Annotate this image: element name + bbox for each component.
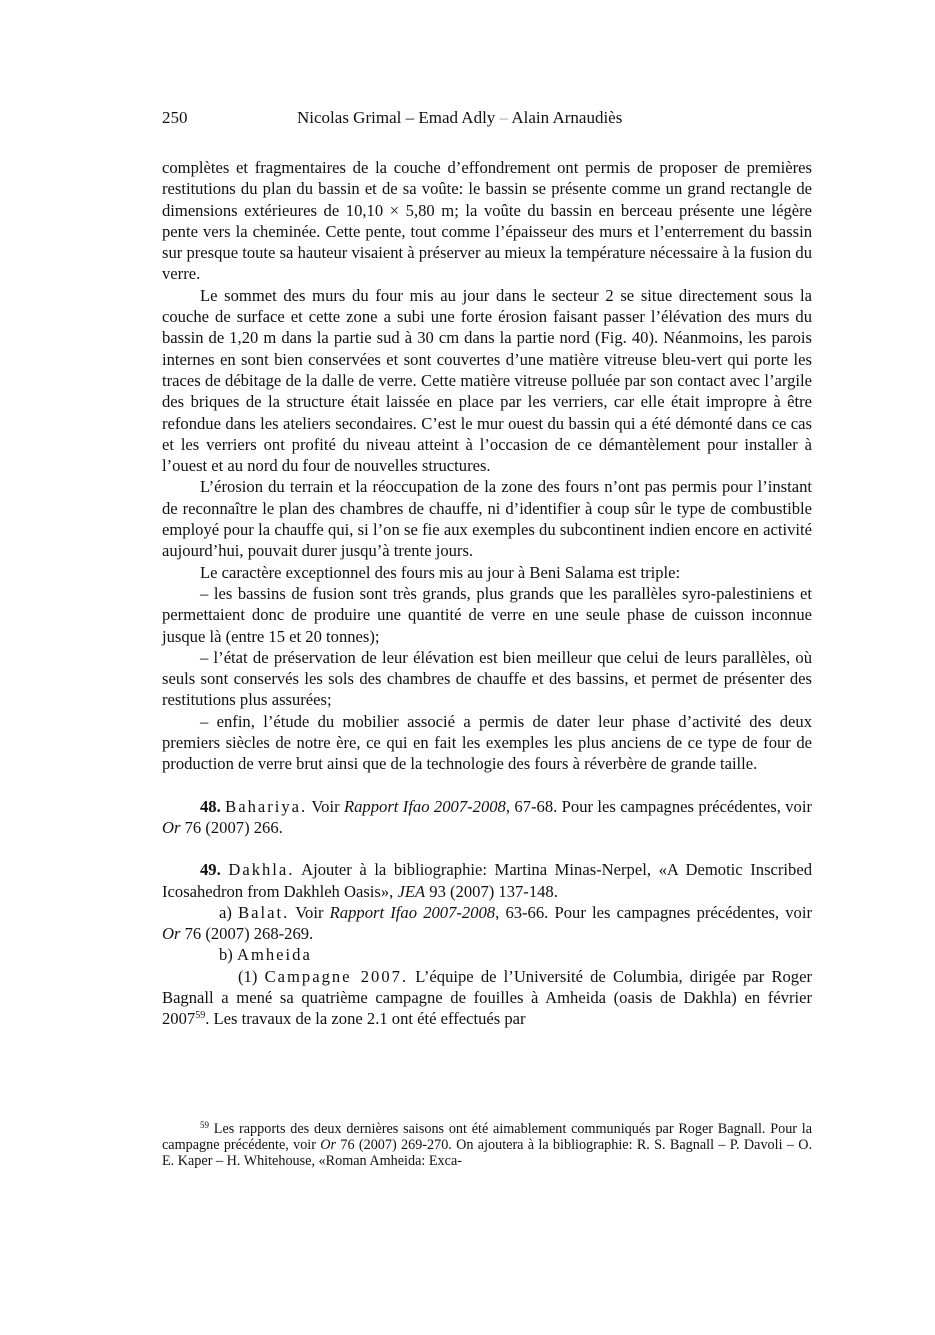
page-number: 250	[162, 108, 188, 127]
author-separator: –	[401, 108, 419, 127]
campaign-paragraph: (1) Campagne 2007. L’équipe de l’Université de Columbia, dirigée par Roger Bagnall a mené sa quatrième campagne de fouilles à Amheida (oasis de Dakhla) en février 2007$^{59}$. Les travaux de la zone 2.1 ont été effectués par	[162, 966, 812, 1029]
campaign-title: Campagne 2007.	[264, 966, 409, 986]
entry-number: 48.	[200, 796, 221, 816]
entry-number: 49.	[200, 860, 221, 880]
paragraph: Le caractère exceptionnel des fours mis au jour à Beni Salama est triple:	[200, 562, 681, 582]
reference-title: Rapport Ifao 2007-2008	[329, 902, 496, 922]
list-item: – les bassins de fusion sont très grands, plus grands que les parallèles syro-palestiniens et permettaient donc de produire une quantité de verre en une seule phase de cuisson inconnue jusque là (entre 15 et 20 tonnes);	[162, 583, 812, 646]
journal-name: Or	[162, 817, 181, 837]
author-name: Emad Adly	[418, 108, 496, 127]
site-name: Amheida	[236, 945, 312, 965]
author-separator: –	[495, 108, 512, 127]
paragraph: complètes et fragmentaires de la couche d’effondrement ont permis de proposer de premières restitutions du plan du bassin et de sa voûte: le bassin se présente comme un grand rectangle de dimensions extérieures de 10,10 × 5,80 m; la voûte du bassin en berceau présente une légère pente vers la cheminée. Cette pente, tout comme l’épaisseur des murs et l’enterrement du bassin sur presque toute sa hauteur visaient à préserver au mieux la température nécessaire à la fusion du verre.	[162, 158, 812, 284]
paragraph: Le sommet des murs du four mis au jour dans le secteur 2 se situe directement sous la couche de surface et cette zone a subi une forte érosion faisant passer l’élévation des murs du bassin de 1,20 m dans la partie sud à 30 cm dans la partie nord (Fig. 40). Néanmoins, les parois internes en sont bien conservées et sont couvertes d’une matière vitreuse bleu-vert qui porte les traces de débitage de la dalle de verre. Cette matière vitreuse polluée par son contact avec l’argile des briques de la structure était laissée en place par les verriers, car elle était impropre à être refondue dans les ateliers secondaires. C’est le mur ouest du bassin qui a été démonté dans ce cas et les verriers ont profité du niveau atteint à l’occasion de ce démantèlement pour installer à l’ouest et au nord du four de nouvelles structures.	[162, 285, 812, 476]
author-name: Alain Arnaudiès	[511, 108, 623, 127]
footnote	[162, 1121, 812, 1169]
site-name: Bahariya.	[225, 796, 308, 816]
author-name: Nicolas Grimal	[297, 108, 402, 127]
footnote-reference[interactable]: 59	[195, 1010, 206, 1022]
list-item: – l’état de préservation de leur élévation est bien meilleur que celui de leurs parallèles, où seuls sont conservés les sols des chambres de chauffe et des bassins, et permet de présenter des restitutions plus assurées;	[162, 647, 812, 710]
site-name: Dakhla.	[228, 860, 295, 880]
footnote-text: $^{59}$ Les rapports des deux dernières saisons ont été aimablement communiqués par Roger Bagnall. Pour la campagne précédente, voir Or 76 (2007) 269-270. On ajoutera à la bibliographie: R. S. Bagnall – P. Davoli – O. E. Kaper – H. Whitehouse, «Roman Amheida: Exca-	[162, 1120, 813, 1169]
journal-name: Or	[162, 924, 181, 944]
journal-name: Or	[320, 1137, 337, 1153]
running-title	[297, 106, 622, 130]
reference-title: Rapport Ifao 2007-2008	[344, 796, 506, 816]
main-text	[162, 157, 812, 1030]
journal-name: JEA	[397, 881, 426, 901]
entry-49: 49. Dakhla. Ajouter à la bibliographie: Martina Minas-Nerpel, «A Demotic Inscribed Icosahedron from Dakhleh Oasis», JEA 93 (2007) 137-148.	[162, 860, 812, 901]
paragraph: L’érosion du terrain et la réoccupation de la zone des fours n’ont pas permis pour l’instant de reconnaître le plan des chambres de chauffe, ni d’identifier à coup sûr le type de combustible employé pour la chauffe qui, si l’on se fie aux exemples du subcontinent indien encore en activité aujourd’hui, pouvait durer jusqu’à trente jours.	[162, 477, 812, 561]
subsection-balat: a) Balat. Voir Rapport Ifao 2007-2008, 63-66. Pour les campagnes précédentes, voir Or 76 (2007) 268-269.	[162, 902, 812, 944]
site-name: Balat.	[238, 902, 290, 922]
footnote-number: 59	[200, 1120, 209, 1130]
list-item: – enfin, l’étude du mobilier associé a permis de dater leur phase d’activité des deux premiers siècles de notre ère, ce qui en fait les exemples les plus anciens de ce type de four de production de verre brut ainsi que de la technologie des fours à réverbère de grande taille.	[162, 711, 812, 774]
running-header	[162, 106, 812, 130]
subsection-amheida: b) Amheida	[219, 945, 312, 965]
entry-48: 48. Bahariya. Voir Rapport Ifao 2007-2008, 67-68. Pour les campagnes précédentes, voir Or 76 (2007) 266.	[162, 796, 812, 837]
